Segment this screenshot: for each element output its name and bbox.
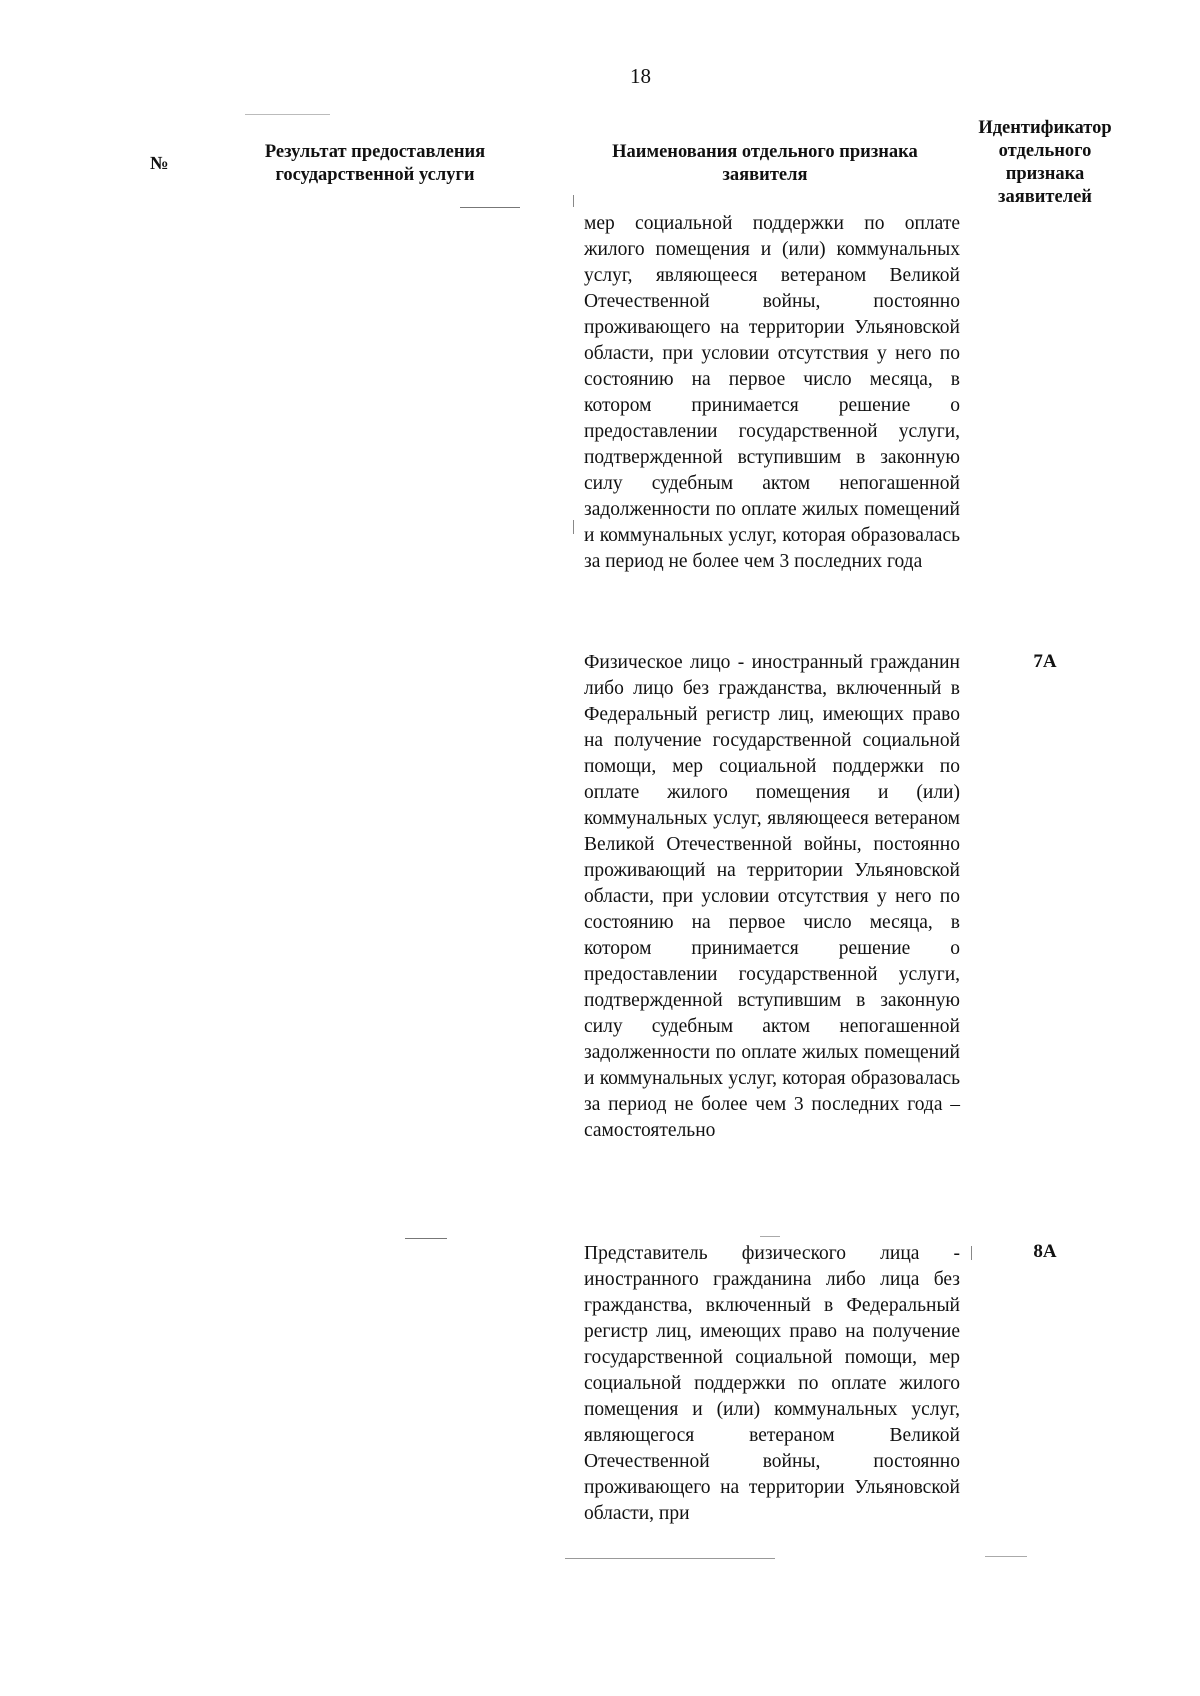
page-number: 18	[630, 64, 651, 88]
scan-artifact-line	[985, 1556, 1027, 1557]
scan-artifact-line	[405, 1238, 447, 1239]
table-header-number: №	[150, 154, 169, 174]
scan-artifact-line	[573, 195, 574, 207]
scan-artifact-line	[565, 1558, 775, 1559]
table-cell-continuation: мер социальной поддержки по оплате жилого помещения и (или) коммунальных услуг, являющееся ветераном Великой Отечественной войны, постоянно проживающего на территории Ульяновской области, при условии отсутствия у него по состоянию на первое число месяца, в котором принимается решение о предоставлении государственной услуги, подтвержденной вступившим в законную силу судебным актом непогашенной задолженности по оплате жилых помещений и коммунальных услуг, которая образовалась за период не более чем 3 последних года	[584, 213, 960, 572]
table-header-identifier: Идентификатор отдельного признака заявителей	[978, 118, 1112, 207]
scan-artifact-line	[573, 520, 574, 534]
scan-artifact-line	[245, 114, 330, 115]
table-row-8a-identifier: 8А	[1033, 1241, 1057, 1262]
table-row-7a-identifier: 7А	[1033, 651, 1057, 672]
table-row-8a-text: Представитель физического лица - иностранного гражданина либо лица без гражданства, включенный в Федеральный регистр лиц, имеющих право на получение государственной социальной помощи, мер социальной поддержки по оплате жилого помещения и (или) коммунальных услуг, являющегося ветераном Великой Отечественной войны, постоянно проживающего на территории Ульяновской области, при	[584, 1243, 960, 1524]
scan-artifact-line	[971, 1246, 972, 1260]
scan-artifact-line	[760, 1236, 780, 1237]
table-header-name: Наименования отдельного признака заявителя	[612, 142, 918, 185]
table-header-result: Результат предоставления государственной услуги	[264, 142, 486, 185]
scan-artifact-line	[460, 207, 520, 208]
table-row-7a-text: Физическое лицо - иностранный гражданин либо лицо без гражданства, включенный в Федеральный регистр лиц, имеющих право на получение государственной социальной помощи, мер социальной поддержки по оплате жилого помещения и (или) коммунальных услуг, являющееся ветераном Великой Отечественной войны, постоянно проживающий на территории Ульяновской области, при условии отсутствия у него по состоянию на первое число месяца, в котором принимается решение о предоставлении государственной услуги, подтвержденной вступившим в законную силу судебным актом непогашенной задолженности по оплате жилых помещений и коммунальных услуг, которая образовалась за период не более чем 3 последних года – самостоятельно	[584, 652, 960, 1141]
